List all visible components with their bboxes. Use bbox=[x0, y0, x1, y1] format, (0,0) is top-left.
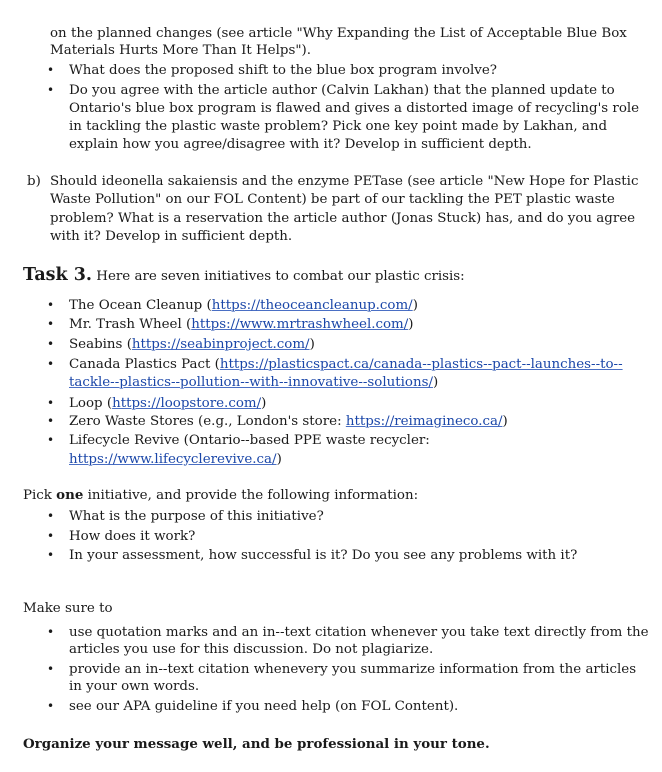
bullet-glyph: • bbox=[47, 298, 55, 312]
initiative-link[interactable]: https://www.mrtrashwheel.com/ bbox=[191, 317, 409, 332]
initiative-name: Loop ( bbox=[69, 396, 113, 411]
initiative-close: ) bbox=[276, 452, 282, 467]
intro-bullet-2-line: Ontario's blue box program is flawed and gives a distorted image of recycling's role bbox=[69, 101, 640, 116]
bullet-glyph: • bbox=[47, 414, 55, 428]
initiative-item bbox=[69, 356, 623, 373]
task3-heading: Task 3. bbox=[23, 265, 93, 285]
initiative-item bbox=[69, 395, 266, 412]
initiative-item-continued bbox=[69, 451, 282, 468]
bullet-glyph: • bbox=[47, 699, 55, 713]
initiative-close: ) bbox=[432, 375, 439, 390]
initiative-link[interactable]: https://www.lifecyclerevive.ca/ bbox=[69, 452, 277, 467]
pick-prefix: Pick bbox=[23, 488, 57, 503]
part-b-line: Should ideonella sakaiensis and the enzyme PETase (see article "New Hope for Plastic bbox=[50, 174, 639, 189]
pick-bullet: What is the purpose of this initiative? bbox=[69, 509, 324, 524]
pick-bullet: In your assessment, how successful is it? Do you see any problems with it? bbox=[69, 548, 578, 563]
bullet-glyph: • bbox=[47, 625, 55, 639]
bullet-glyph: • bbox=[47, 529, 55, 543]
make-sure-bullet-line: use quotation marks and an in--text citation whenever you take text directly from the bbox=[69, 625, 649, 640]
make-sure-bullet-line: articles you use for this discussion. Do not plagiarize. bbox=[69, 642, 434, 657]
initiative-name: Mr. Trash Wheel ( bbox=[69, 317, 192, 332]
initiative-close: ) bbox=[309, 337, 315, 352]
initiative-name: Seabins ( bbox=[69, 337, 132, 352]
bullet-glyph: • bbox=[47, 396, 55, 410]
part-b-line: with it? Develop in sufficient depth. bbox=[50, 229, 293, 244]
bullet-glyph: • bbox=[47, 317, 55, 331]
make-sure-heading: Make sure to bbox=[23, 601, 113, 616]
initiative-item bbox=[69, 413, 508, 430]
make-sure-bullet-line: see our APA guideline if you need help (on FOL Content). bbox=[69, 699, 459, 714]
initiative-item-continued bbox=[69, 374, 438, 391]
intro-bullet-2-line: in tackling the plastic waste problem? Pick one key point made by Lakhan, and bbox=[69, 119, 608, 134]
task3-heading-row bbox=[23, 267, 465, 285]
initiative-name: Lifecycle Revive (Ontario--based PPE waste recycler: bbox=[69, 433, 430, 448]
initiative-item bbox=[69, 336, 315, 353]
part-b-line: Waste Pollution" on our FOL Content) be part of our tackling the PET plastic waste bbox=[50, 192, 615, 207]
bullet-glyph: • bbox=[47, 548, 55, 562]
initiative-name: Canada Plastics Pact ( bbox=[69, 357, 220, 372]
initiative-link[interactable]: https://theoceancleanup.com/ bbox=[211, 298, 413, 313]
pick-instruction bbox=[23, 487, 418, 504]
pick-bullet: How does it work? bbox=[69, 529, 196, 544]
pick-suffix: initiative, and provide the following information: bbox=[83, 488, 419, 503]
intro-line-2: Materials Hurts More Than It Helps"). bbox=[50, 43, 311, 58]
bullet-glyph: • bbox=[47, 509, 55, 523]
initiative-close: ) bbox=[502, 414, 508, 429]
initiative-close: ) bbox=[261, 396, 267, 411]
intro-bullet-1: What does the proposed shift to the blue box program involve? bbox=[69, 63, 497, 78]
intro-bullet-2-line: Do you agree with the article author (Calvin Lakhan) that the planned update to bbox=[69, 83, 615, 98]
initiative-link[interactable]: https://plasticspact.ca/canada--plastics--pact--launches--to-- bbox=[219, 357, 623, 372]
initiative-name: Zero Waste Stores (e.g., London's store: bbox=[69, 414, 346, 429]
initiative-close: ) bbox=[412, 298, 418, 313]
make-sure-bullet-line: in your own words. bbox=[69, 679, 200, 694]
initiative-link[interactable]: https://seabinproject.com/ bbox=[131, 337, 310, 352]
initiative-link[interactable]: https://reimagineco.ca/ bbox=[345, 414, 503, 429]
initiative-close: ) bbox=[408, 317, 414, 332]
bullet-glyph: • bbox=[47, 433, 55, 447]
initiative-item bbox=[69, 297, 418, 314]
task3-intro: Here are seven initiatives to combat our plastic crisis: bbox=[96, 269, 465, 284]
bullet-glyph: • bbox=[47, 357, 55, 371]
initiative-name: The Ocean Cleanup ( bbox=[69, 298, 212, 313]
make-sure-bullet-line: provide an in--text citation whenevery you summarize information from the articles bbox=[69, 662, 637, 677]
initiative-link[interactable]: https://loopstore.com/ bbox=[112, 396, 262, 411]
intro-bullet-2-line: explain how you agree/disagree with it? Develop in sufficient depth. bbox=[69, 137, 532, 152]
bullet-glyph: • bbox=[47, 63, 55, 77]
initiative-item bbox=[69, 316, 414, 333]
part-b-label: b) bbox=[27, 174, 41, 189]
initiative-link[interactable]: tackle--plastics--pollution--with--innovative--solutions/ bbox=[69, 375, 433, 390]
bullet-glyph: • bbox=[47, 337, 55, 351]
intro-line-1: on the planned changes (see article "Why Expanding the List of Acceptable Blue Box bbox=[50, 26, 627, 41]
pick-emphasis: one bbox=[56, 487, 84, 503]
part-b-line: problem? What is a reservation the article author (Jonas Stuck) has, and do you agree bbox=[50, 211, 636, 226]
bullet-glyph: • bbox=[47, 83, 55, 97]
closing-instruction: Organize your message well, and be professional in your tone. bbox=[23, 736, 490, 752]
bullet-glyph: • bbox=[47, 662, 55, 676]
